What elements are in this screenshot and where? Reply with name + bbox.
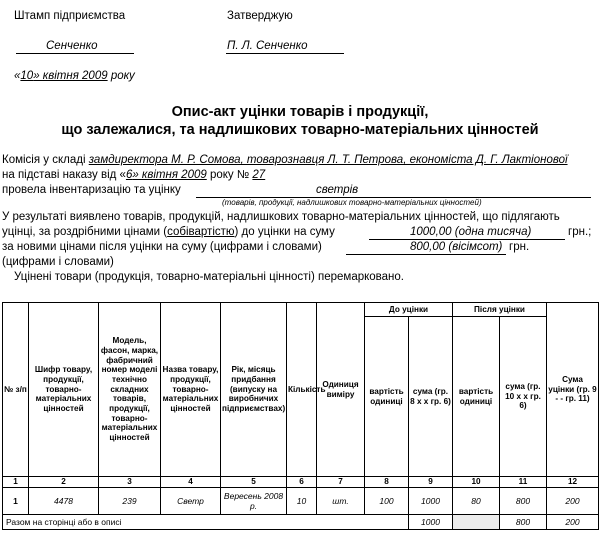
col-num: 6 bbox=[287, 477, 317, 488]
sum-before-underline bbox=[369, 239, 565, 240]
cell-name: Светр bbox=[161, 488, 221, 515]
col-header-sum-after: сума (гр. 10 х х гр. 6) bbox=[500, 317, 547, 477]
column-numbers-row bbox=[3, 477, 599, 488]
group-header-before: До уцінки bbox=[365, 303, 453, 317]
col-header-model: Модель, фасон, марка, фабричний номер моделі технічно складних товарів, продукції, товарно-матеріальних цінностей bbox=[99, 303, 161, 477]
col-num: 7 bbox=[317, 477, 365, 488]
sum-after-value: 800,00 (вісімсот) bbox=[410, 241, 503, 253]
cell-number: 1 bbox=[3, 488, 29, 515]
result-line-3: за новими цінами після уцінки на суму (цифрами і словами) bbox=[2, 241, 322, 253]
cell-qty: 10 bbox=[287, 488, 317, 515]
group-header-after: Після уцінки bbox=[453, 303, 547, 317]
left-signature: Сенченко bbox=[46, 40, 98, 52]
cell-price-after: 80 bbox=[453, 488, 500, 515]
approve-label: Затверджую bbox=[227, 10, 293, 22]
col-header-price-after: вартість одиниці bbox=[453, 317, 500, 477]
inventory-hint: (товарів, продукції, надлишкових товарно-матеріальних цінностей) bbox=[222, 198, 482, 207]
total-sum-after: 800 bbox=[500, 515, 547, 530]
col-header-price-before: вартість одиниці bbox=[365, 317, 409, 477]
col-num: 11 bbox=[500, 477, 547, 488]
col-num: 10 bbox=[453, 477, 500, 488]
col-header-code: Шифр товару, продукції, товарно-матеріальних цінностей bbox=[29, 303, 99, 477]
commission-line: Комісія у складі замдиректора М. Р. Сомова, товарознавця Л. Т. Петрова, економіста Д. Г. Лактіонової bbox=[2, 154, 568, 166]
doc-title-line2: що залежалися, та надлишкових товарно-матеріальних цінностей bbox=[61, 122, 539, 138]
table-row bbox=[3, 488, 599, 515]
cell-code: 4478 bbox=[29, 488, 99, 515]
sum-before-value: 1000,00 (одна тисяча) bbox=[410, 226, 532, 238]
sum-before-unit: грн.; bbox=[568, 226, 592, 238]
total-label: Разом на сторінці або в описі bbox=[3, 515, 409, 530]
col-num: 12 bbox=[547, 477, 599, 488]
cell-date: Вересень 2008 р. bbox=[221, 488, 287, 515]
col-num: 3 bbox=[99, 477, 161, 488]
approve-date: «10» квітня 2009 року bbox=[14, 70, 135, 82]
col-header-markdown: Сума уцінки (гр. 9 - - гр. 11) bbox=[547, 303, 599, 477]
doc-title-line1: Опис-акт уцінки товарів і продукції, bbox=[171, 104, 429, 120]
total-markdown: 200 bbox=[547, 515, 599, 530]
sum-after-unit: грн. bbox=[509, 241, 530, 253]
col-header-name: Назва товару, продукції, товарно-матеріальних цінностей bbox=[161, 303, 221, 477]
order-number: 27 bbox=[252, 169, 266, 181]
commission-members: замдиректора М. Р. Сомова, товарознавця Л. Т. Петрова, економіста Д. Г. Лактіонової bbox=[88, 154, 568, 166]
cell-sum-after: 800 bbox=[500, 488, 547, 515]
inventory-value: светрів bbox=[316, 184, 359, 196]
order-line: на підставі наказу від «6» квітня 2009 року № 27 bbox=[2, 169, 266, 181]
cell-price-before: 100 bbox=[365, 488, 409, 515]
col-num: 2 bbox=[29, 477, 99, 488]
result-line-1: У результаті виявлено товарів, продукцій, надлишкових товарно-матеріальних цінностей, що підлягають bbox=[2, 211, 560, 223]
col-header-qty: Кількість bbox=[287, 303, 317, 477]
result-line-2: уцінці, за роздрібними цінами (собівартістю) до уцінки на суму bbox=[2, 226, 335, 238]
left-signature-line bbox=[16, 53, 134, 54]
col-header-date: Рік, місяць придбання (випуску на виробничих підприємствах) bbox=[221, 303, 287, 477]
col-num: 8 bbox=[365, 477, 409, 488]
col-num: 9 bbox=[409, 477, 453, 488]
col-num: 5 bbox=[221, 477, 287, 488]
col-header-unit: Одиниця виміру bbox=[317, 303, 365, 477]
cell-sum-before: 1000 bbox=[409, 488, 453, 515]
total-empty-cell bbox=[453, 515, 500, 530]
right-signature: П. Л. Сенченко bbox=[227, 40, 308, 52]
total-sum-before: 1000 bbox=[409, 515, 453, 530]
col-num: 1 bbox=[3, 477, 29, 488]
inventory-line: провела інвентаризацію та уцінку bbox=[2, 184, 181, 196]
markdown-table bbox=[2, 302, 599, 530]
stamp-label: Штамп підприємства bbox=[14, 10, 126, 22]
sum-after-underline bbox=[346, 254, 506, 255]
col-header-number: № з/п bbox=[3, 303, 29, 477]
cell-model: 239 bbox=[99, 488, 161, 515]
cell-unit: шт. bbox=[317, 488, 365, 515]
col-num: 4 bbox=[161, 477, 221, 488]
cell-markdown: 200 bbox=[547, 488, 599, 515]
result-line-5: Уцінені товари (продукція, товарно-матеріальні цінності) перемарковано. bbox=[14, 271, 404, 283]
total-row bbox=[3, 515, 599, 530]
right-signature-line bbox=[226, 53, 344, 54]
col-header-sum-before: сума (гр. 8 х х гр. 6) bbox=[409, 317, 453, 477]
result-line-4: (цифрами і словами) bbox=[2, 256, 114, 268]
